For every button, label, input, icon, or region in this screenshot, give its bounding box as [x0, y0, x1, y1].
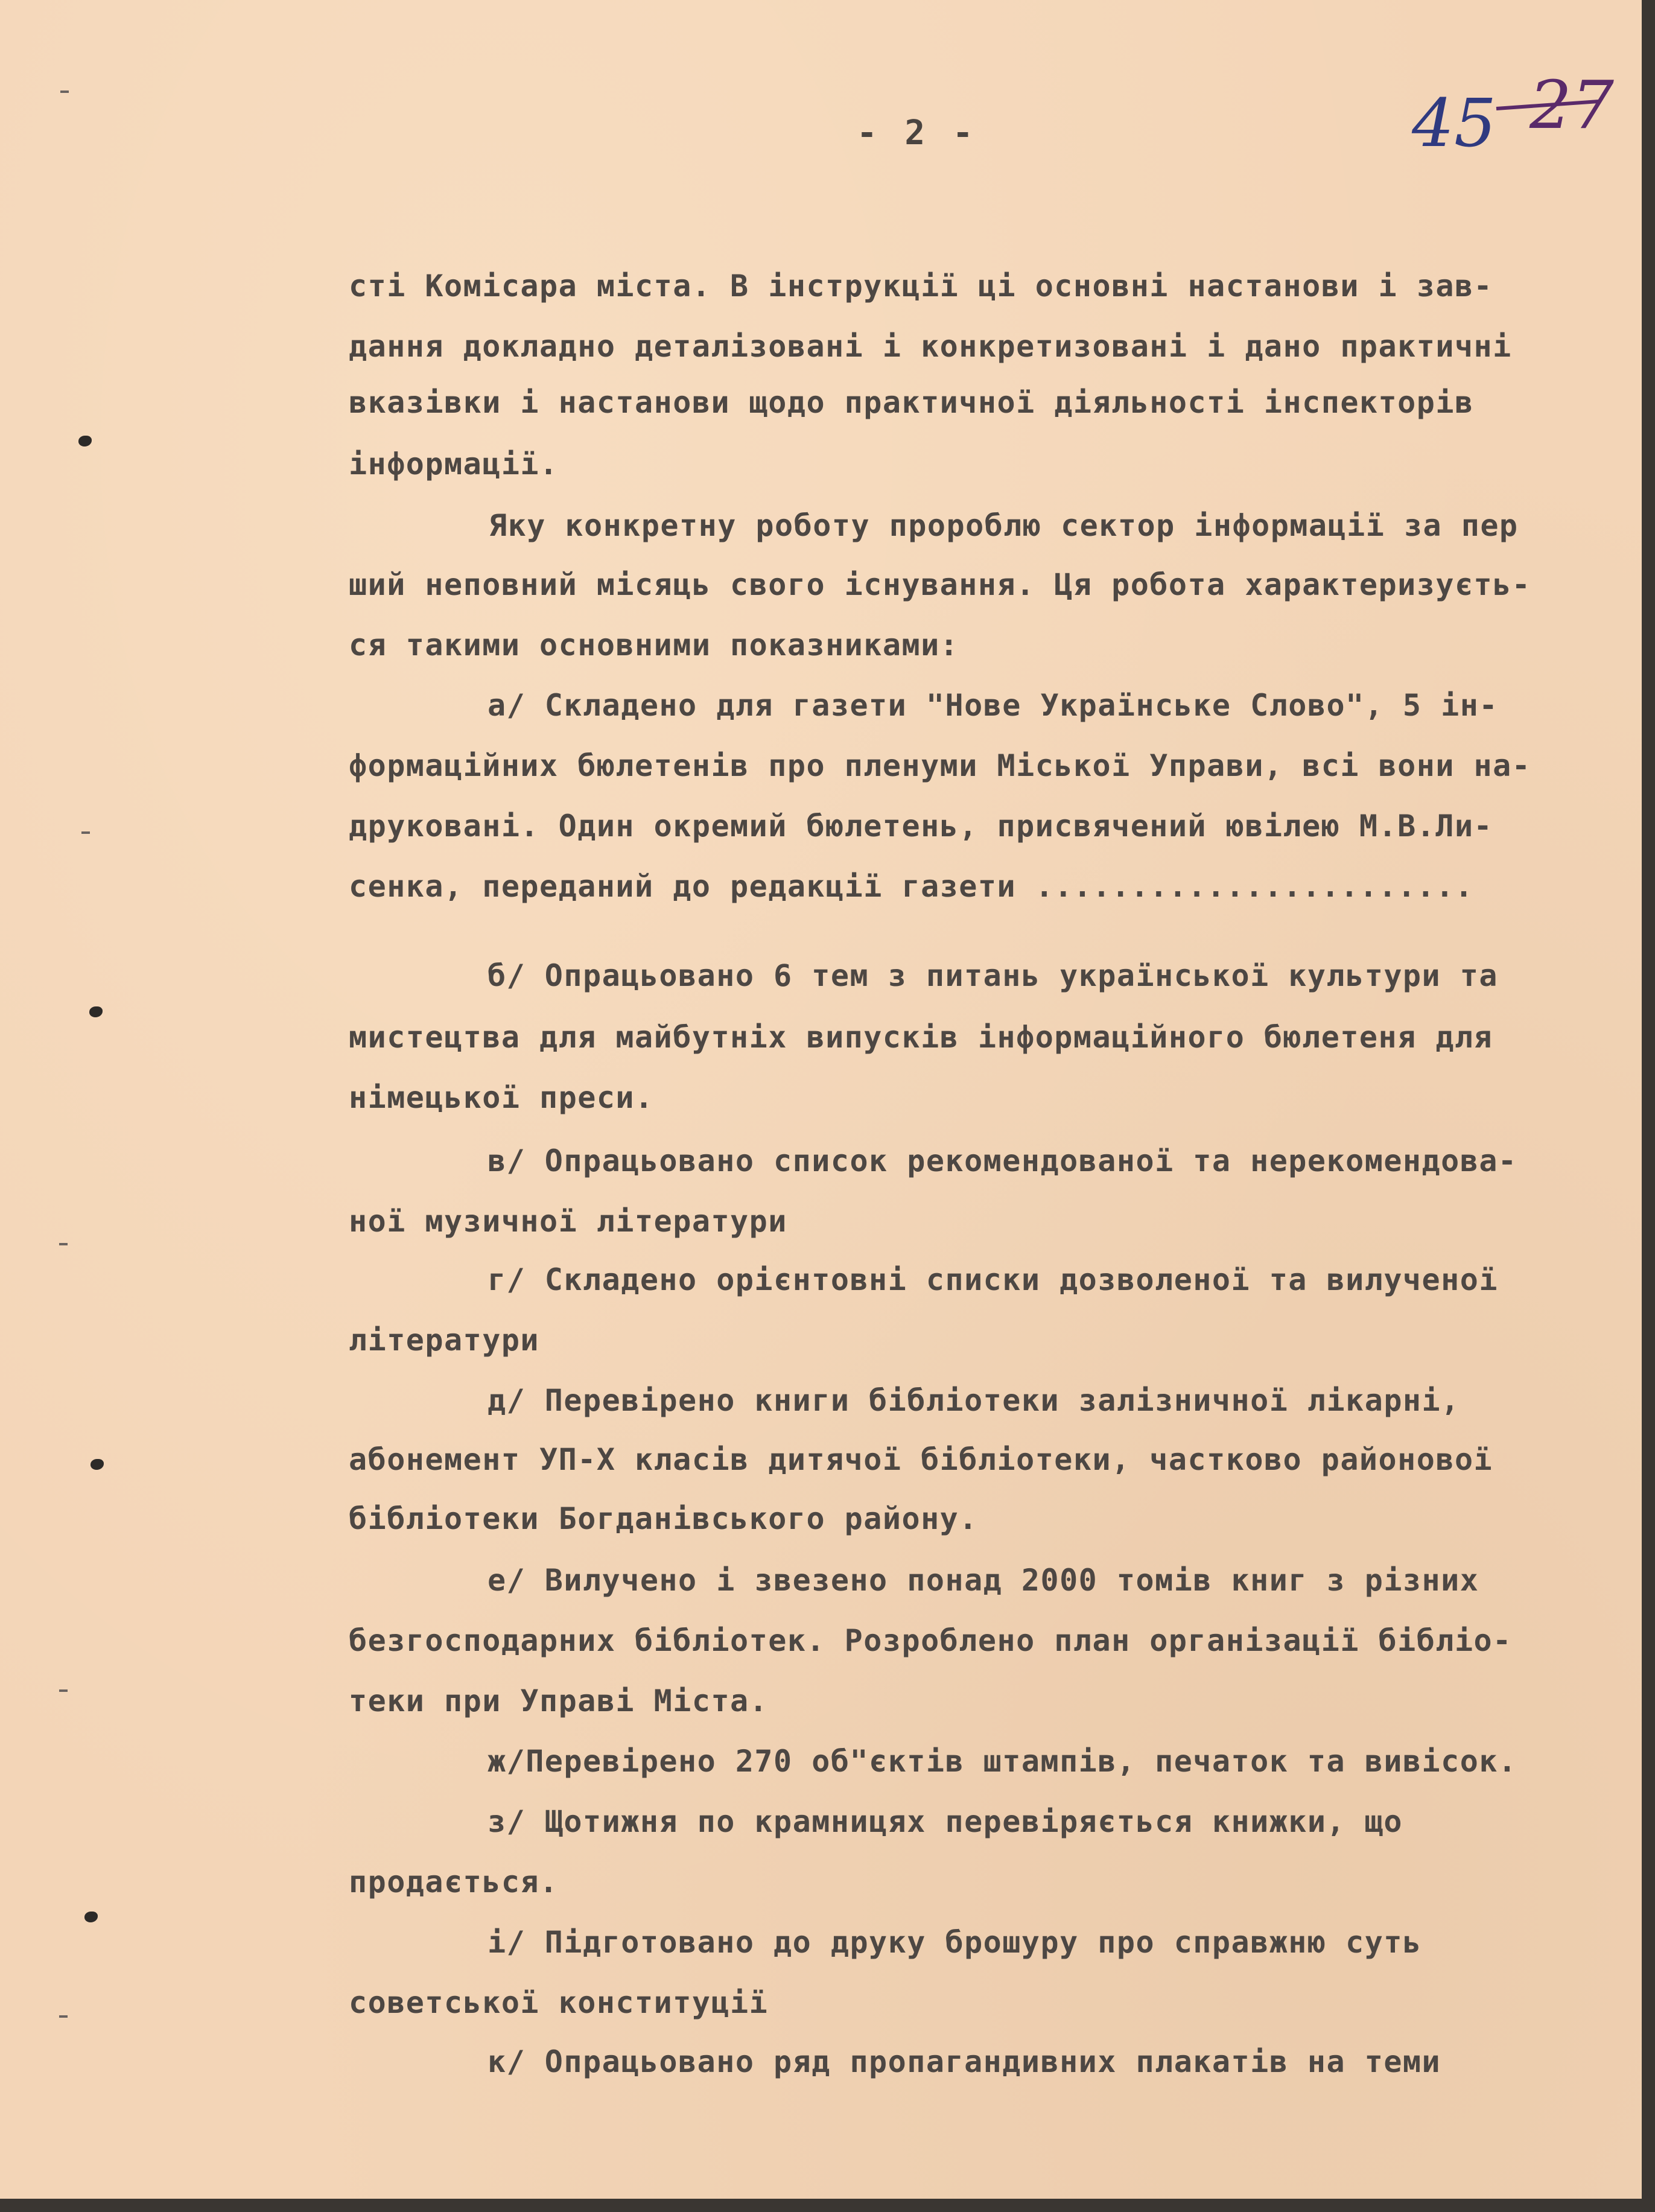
- folio-number-current: 45: [1412, 84, 1496, 162]
- folio-number-crossed: 27: [1530, 66, 1614, 144]
- page-number: - 2 -: [857, 113, 977, 153]
- text-line: к/ Опрацьовано ряд пропагандивних плакатів на теми: [488, 2044, 1441, 2079]
- text-line: теки при Управі Міста.: [349, 1683, 769, 1718]
- margin-mark: [60, 91, 69, 93]
- scan-edge-bottom: [0, 2199, 1655, 2212]
- text-line: бібліотеки Богданівського району.: [349, 1501, 978, 1536]
- text-line: б/ Опрацьовано 6 тем з питань української культури та: [488, 958, 1498, 993]
- text-line: а/ Складено для газети "Нове Українське Слово", 5 ін-: [488, 688, 1498, 723]
- text-line: сті Комісара міста. В інструкції ці основні настанови і зав-: [349, 269, 1493, 304]
- text-line: безгосподарних бібліотек. Розроблено план організації бібліо-: [349, 1623, 1512, 1658]
- text-line: мистецтва для майбутніх випусків інформаційного бюлетеня для: [349, 1020, 1493, 1055]
- margin-mark: [59, 1243, 68, 1245]
- text-line: г/ Складено орієнтовні списки дозволеної та вилученої: [488, 1262, 1498, 1297]
- archive-folio-numbers: [1406, 66, 1614, 181]
- text-line: ший неповний місяць свого існування. Ця робота характеризуєть-: [349, 567, 1531, 602]
- margin-mark: [81, 831, 90, 834]
- strikethrough-mark: [1406, 66, 1605, 181]
- text-line: ної музичної літератури: [349, 1204, 787, 1239]
- text-line: дання докладно деталізовані і конкретизовані і дано практичні: [349, 329, 1512, 364]
- text-line: інформації.: [349, 447, 559, 481]
- text-line: в/ Опрацьовано список рекомендованої та нерекомендова-: [488, 1143, 1517, 1178]
- text-line: абонемент УП-Х класів дитячої бібліотеки, частково районової: [349, 1442, 1493, 1477]
- margin-mark: [59, 2015, 68, 2018]
- text-line: советської конституції: [349, 1985, 769, 2020]
- text-line: ся такими основними показниками:: [349, 628, 959, 663]
- binding-hole: [91, 1459, 104, 1470]
- binding-hole: [78, 436, 92, 447]
- margin-mark: [59, 1689, 68, 1692]
- text-line: е/ Вилучено і звезено понад 2000 томів книг з різних: [488, 1563, 1479, 1598]
- text-line: продається.: [349, 1864, 559, 1899]
- binding-hole: [84, 1912, 98, 1922]
- text-line: формаційних бюлетенів про пленуми Міської Управи, всі вони на-: [349, 748, 1531, 783]
- text-line: з/ Щотижня по крамницях перевіряється книжки, що: [488, 1804, 1403, 1839]
- text-line: Яку конкретну роботу пророблю сектор інформації за пер: [489, 508, 1519, 543]
- text-line: друковані. Один окремий бюлетень, присвячений ювілею М.В.Ли-: [349, 809, 1493, 844]
- binding-hole: [89, 1006, 103, 1017]
- text-line: і/ Підготовано до друку брошуру про справжню суть: [488, 1925, 1422, 1960]
- text-line: д/ Перевірено книги бібліотеки залізничної лікарні,: [488, 1383, 1460, 1418]
- text-line: вказівки і настанови щодо практичної діяльності інспекторів: [349, 385, 1474, 420]
- text-line: сенка, переданий до редакції газети .......................: [349, 869, 1474, 904]
- text-line: ж/Перевірено 270 об"єктів штампів, печаток та вивісок.: [488, 1744, 1517, 1779]
- text-line: літератури: [349, 1323, 540, 1358]
- text-line: німецької преси.: [349, 1080, 654, 1115]
- scan-edge-right: [1642, 0, 1655, 2212]
